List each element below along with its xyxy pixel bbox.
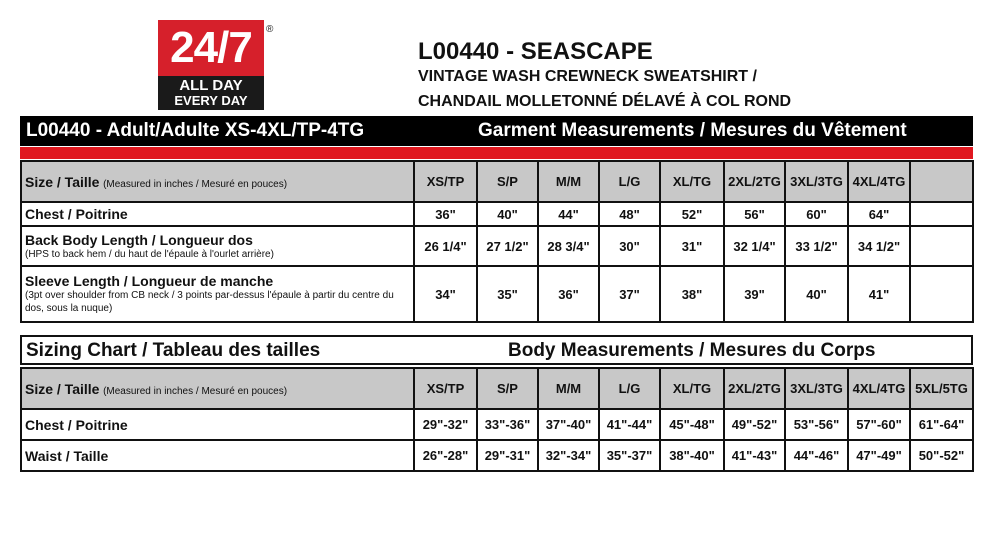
- table-cell: 30": [599, 226, 660, 266]
- table-cell: 38": [660, 266, 724, 322]
- size-header: 3XL/3TG: [785, 368, 848, 409]
- size-header: 5XL/5TG: [910, 368, 973, 409]
- table-cell: 36": [414, 202, 477, 226]
- size-header: S/P: [477, 368, 538, 409]
- table-cell: 64": [848, 202, 910, 226]
- table-cell: 49"-52": [724, 409, 785, 440]
- table-cell: 27 1/2": [477, 226, 538, 266]
- table-row: [21, 202, 973, 226]
- table-cell: [910, 226, 973, 266]
- table-cell: [910, 266, 973, 322]
- table-cell: 26 1/4": [414, 226, 477, 266]
- table-cell: 32 1/4": [724, 226, 785, 266]
- size-label-cell: Size / Taille (Measured in inches / Mesuré en pouces): [21, 161, 414, 202]
- body-header-left: Sizing Chart / Tableau des tailles: [26, 340, 321, 361]
- body-table: [20, 367, 974, 472]
- table-cell: 52": [660, 202, 724, 226]
- table-cell: 57"-60": [848, 409, 910, 440]
- brand-logo: [158, 20, 264, 110]
- table-cell: 34": [414, 266, 477, 322]
- size-header: 3XL/3TG: [785, 161, 848, 202]
- size-header: 2XL/2TG: [724, 161, 785, 202]
- table-cell: 37": [599, 266, 660, 322]
- garment-header: [20, 116, 973, 146]
- size-header: XS/TP: [414, 368, 477, 409]
- size-header: 4XL/4TG: [848, 368, 910, 409]
- size-header: M/M: [538, 161, 599, 202]
- table-cell: 48": [599, 202, 660, 226]
- size-header: XL/TG: [660, 161, 724, 202]
- table-row: [21, 266, 973, 322]
- logo-main: 24/7: [158, 20, 264, 76]
- row-label: Chest / Poitrine: [21, 202, 414, 226]
- size-header: 4XL/4TG: [848, 161, 910, 202]
- table-cell: 47"-49": [848, 440, 910, 471]
- table-cell: 29"-31": [477, 440, 538, 471]
- size-header: XL/TG: [660, 368, 724, 409]
- product-code: L00440 - SEASCAPE: [418, 38, 653, 65]
- table-cell: 60": [785, 202, 848, 226]
- table-cell: 41"-43": [724, 440, 785, 471]
- size-header: S/P: [477, 161, 538, 202]
- table-cell: 40": [477, 202, 538, 226]
- table-cell: 41"-44": [599, 409, 660, 440]
- logo-line2: EVERY DAY: [174, 93, 248, 108]
- table-cell: 26"-28": [414, 440, 477, 471]
- red-divider: [20, 147, 973, 159]
- size-header: 2XL/2TG: [724, 368, 785, 409]
- table-cell: 34 1/2": [848, 226, 910, 266]
- size-label-cell: Size / Taille (Measured in inches / Mesuré en pouces): [21, 368, 414, 409]
- garment-table: [20, 160, 974, 323]
- table-cell: 33"-36": [477, 409, 538, 440]
- table-cell: 50"-52": [910, 440, 973, 471]
- size-header: M/M: [538, 368, 599, 409]
- garment-header-right: Garment Measurements / Mesures du Vêtement: [478, 120, 907, 141]
- table-cell: 35"-37": [599, 440, 660, 471]
- row-label: Chest / Poitrine: [21, 409, 414, 440]
- row-label: Back Body Length / Longueur dos (HPS to back hem / du haut de l'épaule à l'ourlet arrière): [21, 226, 414, 266]
- table-row: [21, 226, 973, 266]
- table-cell: 44"-46": [785, 440, 848, 471]
- row-label: Waist / Taille: [21, 440, 414, 471]
- product-name-en: VINTAGE WASH CREWNECK SWEATSHIRT /: [418, 68, 757, 85]
- table-cell: 61"-64": [910, 409, 973, 440]
- body-size-row: [21, 368, 973, 409]
- table-cell: 41": [848, 266, 910, 322]
- table-row: [21, 440, 973, 471]
- body-header-right: Body Measurements / Mesures du Corps: [508, 340, 876, 361]
- logo-line1: ALL DAY: [179, 77, 243, 94]
- table-cell: 39": [724, 266, 785, 322]
- table-row: [21, 409, 973, 440]
- size-header: L/G: [599, 161, 660, 202]
- garment-size-row: [21, 161, 973, 202]
- table-cell: 37"-40": [538, 409, 599, 440]
- table-cell: 53"-56": [785, 409, 848, 440]
- table-cell: 32"-34": [538, 440, 599, 471]
- size-header: [910, 161, 973, 202]
- size-header: XS/TP: [414, 161, 477, 202]
- table-cell: 44": [538, 202, 599, 226]
- table-cell: 36": [538, 266, 599, 322]
- table-cell: 35": [477, 266, 538, 322]
- table-cell: 56": [724, 202, 785, 226]
- table-cell: 40": [785, 266, 848, 322]
- logo-tagline: [158, 76, 264, 110]
- size-header: L/G: [599, 368, 660, 409]
- table-cell: 29"-32": [414, 409, 477, 440]
- table-cell: 28 3/4": [538, 226, 599, 266]
- table-cell: 45"-48": [660, 409, 724, 440]
- product-name-fr: CHANDAIL MOLLETONNÉ DÉLAVÉ À COL ROND: [418, 93, 792, 110]
- table-cell: 31": [660, 226, 724, 266]
- row-label: Sleeve Length / Longueur de manche (3pt over shoulder from CB neck / 3 points par-dessus l'épaule à partir du centre du dos, sous la nuque): [21, 266, 414, 322]
- registered-mark: ®: [266, 24, 274, 35]
- garment-header-left: L00440 - Adult/Adulte XS-4XL/TP-4TG: [26, 120, 365, 141]
- table-cell: [910, 202, 973, 226]
- table-cell: 38"-40": [660, 440, 724, 471]
- body-header: [20, 335, 973, 365]
- table-cell: 33 1/2": [785, 226, 848, 266]
